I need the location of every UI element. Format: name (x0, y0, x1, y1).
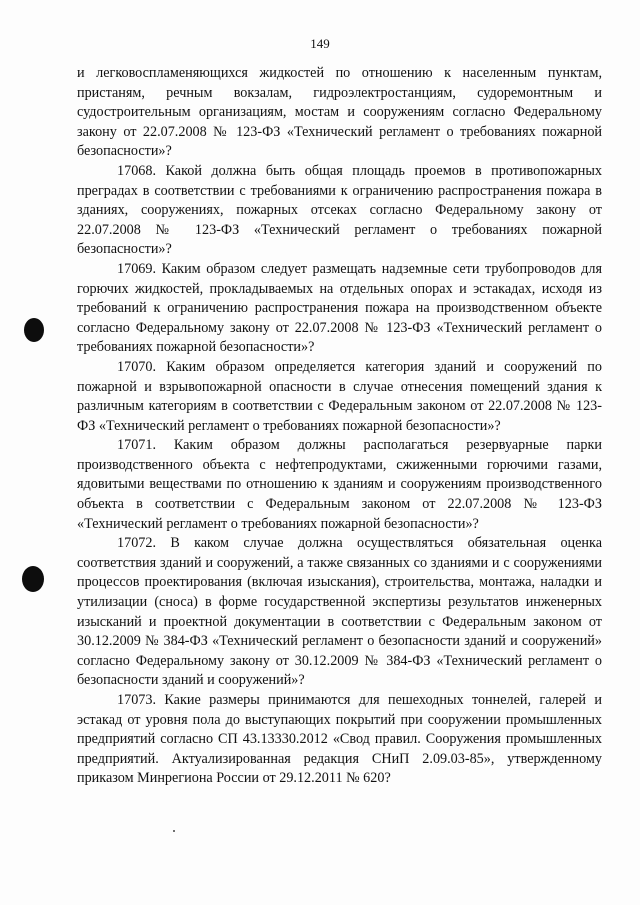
page-content (77, 64, 602, 789)
question-17072: 17072. В каком случае должна осуществляться обязательная оценка соответствия зданий и сооружений, а также связанных со зданиями и с сооружениями процессов проектирования (включая изыскания), строительства, монтажа, наладки и утилизации (сноса) в форме государственной экспертизы результатов инженерных изысканий и проектной документации в соответствии с Федеральным законом от 30.12.2009 № 384-ФЗ «Технический регламент о безопасности зданий и сооружений» согласно Федеральному закону от 30.12.2009 № 384-ФЗ «Технический регламент о безопасности зданий и сооружений»? (77, 535, 602, 689)
binder-hole-lower (22, 566, 44, 592)
binder-hole-upper (24, 318, 44, 342)
page-number: 149 (310, 36, 330, 51)
question-17070: 17070. Каким образом определяется категория зданий и сооружений по пожарной и взрывопожарной опасности в случае отнесения помещений здания к различным категориям в соответствии с Федеральным законом от 22.07.2008 № 123-ФЗ «Технический регламент о требованиях пожарной безопасности»? (77, 358, 602, 434)
question-17069: 17069. Каким образом следует размещать надземные сети трубопроводов для горючих жидкостей, прокладываемых на отдельных опорах и эстакадах, исходя из требований к ограничению распространения пожара на производственном объекте согласно Федеральному закону от 22.07.2008 № 123-ФЗ «Технический регламент о требованиях пожарной безопасности»? (77, 260, 602, 356)
scan-speck (173, 830, 175, 832)
question-17071: 17071. Каким образом должны располагаться резервуарные парки производственного объекта с нефтепродуктами, сжиженными горючими газами, ядовитыми веществами по отношению к зданиям и сооружениям производственного объекта в соответствии с Федеральным законом от 22.07.2008 № 123-ФЗ «Технический регламент о требованиях пожарной безопасности»? (77, 437, 602, 532)
question-17073: 17073. Какие размеры принимаются для пешеходных тоннелей, галерей и эстакад от уровня пола до выступающих покрытий при сооружении промышленных предприятий согласно СП 43.13330.2012 «Свод правил. Сооружения промышленных предприятий. Актуализированная редакция СНиП 2.09.03-85», утвержденному приказом Минрегиона России от 29.12.2011 № 620? (77, 692, 602, 787)
question-17068: 17068. Какой должна быть общая площадь проемов в противопожарных преградах в соответствии с требованиями к ограничению распространения пожара в зданиях, сооружениях, пожарных отсеках согласно Федеральному закону от 22.07.2008 № 123-ФЗ «Технический регламент о требованиях пожарной безопасности»? (77, 162, 602, 258)
paragraph-continuation: и легковоспламеняющихся жидкостей по отношению к населенным пунктам, пристаням, речным вокзалам, гидроэлектростанциям, судоремонтным и судостроительным организациям, мостам и сооружениям согласно Федеральному закону от 22.07.2008 № 123-ФЗ «Технический регламент о требованиях пожарной безопасности»? (77, 65, 602, 160)
